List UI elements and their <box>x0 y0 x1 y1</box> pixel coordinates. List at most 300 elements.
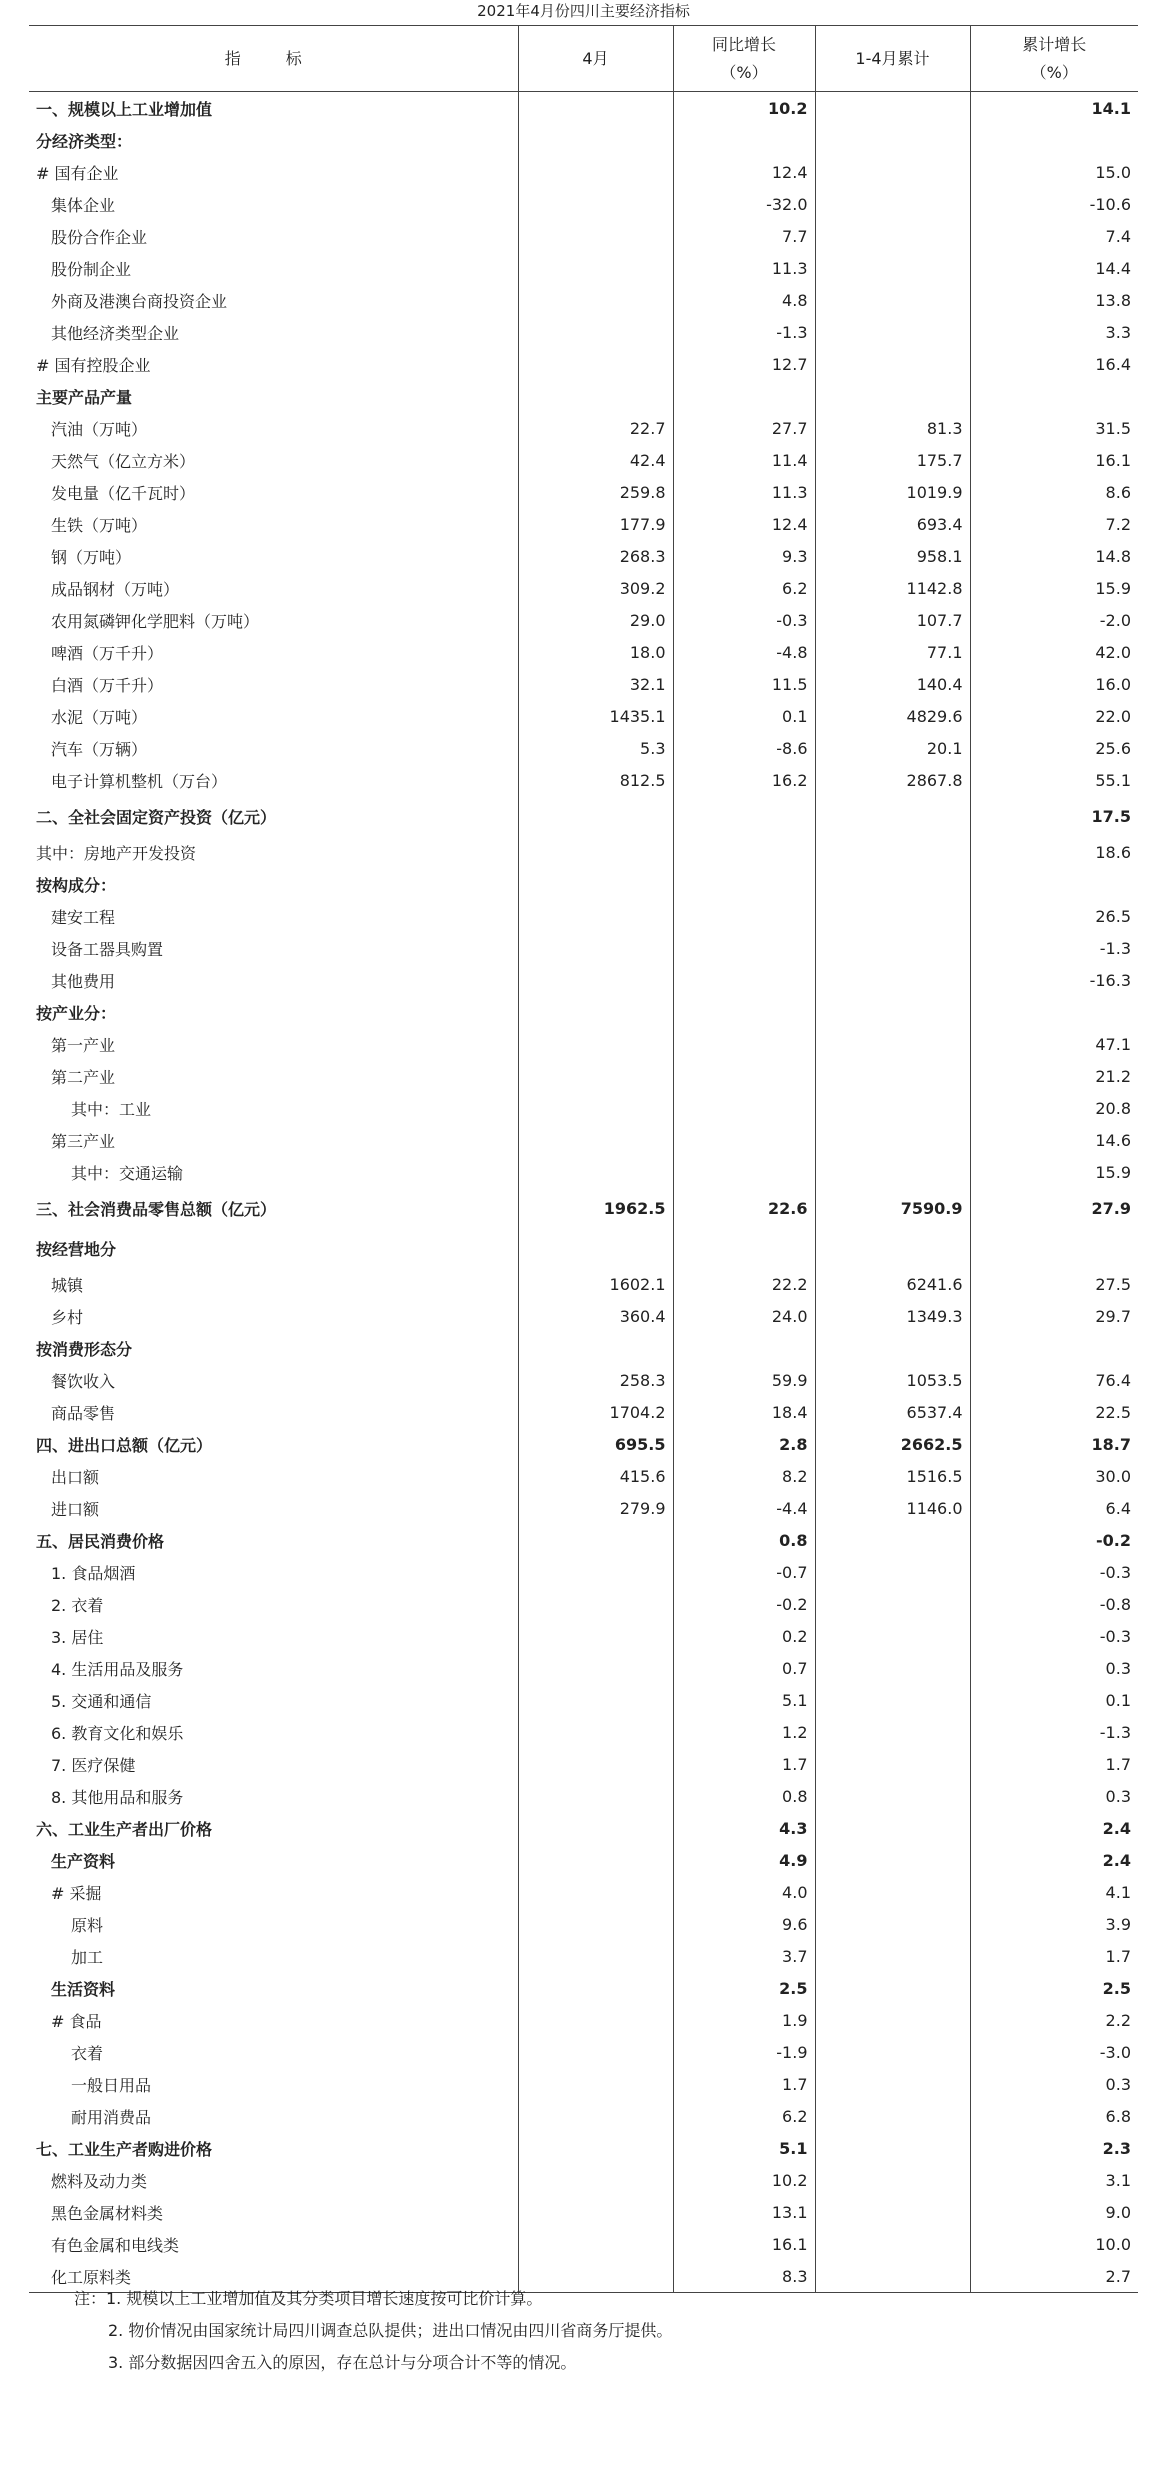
cumulative-value <box>815 1844 970 1876</box>
cumulative-growth-value: 18.6 <box>970 836 1138 868</box>
cumulative-growth-value: 27.5 <box>970 1268 1138 1300</box>
row-label: 其中：交通运输 <box>71 1163 184 1183</box>
row-label: 第三产业 <box>51 1131 116 1151</box>
april-value: 259.8 <box>518 476 673 508</box>
row-label: 天然气（亿立方米） <box>51 451 196 471</box>
row-label: 餐饮收入 <box>51 1371 116 1391</box>
cumulative-value <box>815 996 970 1028</box>
cumulative-value <box>815 900 970 932</box>
cumulative-growth-value: 14.6 <box>970 1124 1138 1156</box>
cumulative-growth-value: 21.2 <box>970 1060 1138 1092</box>
table-row <box>29 284 1138 316</box>
cumulative-value: 1516.5 <box>815 1460 970 1492</box>
row-label: 第一产业 <box>51 1035 116 1055</box>
table-row <box>29 1652 1138 1684</box>
april-value: 1704.2 <box>518 1396 673 1428</box>
cumulative-value <box>815 836 970 868</box>
table-row <box>29 220 1138 252</box>
april-value <box>518 156 673 188</box>
table-row <box>29 1492 1138 1524</box>
cumulative-growth-value <box>970 1228 1138 1268</box>
table-row <box>29 1460 1138 1492</box>
april-value <box>518 1972 673 2004</box>
table-row <box>29 572 1138 604</box>
cumulative-growth-value: 13.8 <box>970 284 1138 316</box>
header-cumulative-growth <box>970 26 1138 92</box>
april-value <box>518 900 673 932</box>
cumulative-value: 693.4 <box>815 508 970 540</box>
table-row <box>29 1588 1138 1620</box>
row-label: 钢（万吨） <box>51 547 132 567</box>
row-label: 生产资料 <box>51 1851 116 1871</box>
cumulative-growth-value <box>970 868 1138 900</box>
cumulative-growth-value: 76.4 <box>970 1364 1138 1396</box>
yoy-value: 22.6 <box>673 1188 815 1228</box>
cumulative-value <box>815 316 970 348</box>
table-row <box>29 188 1138 220</box>
cumulative-growth-value: -16.3 <box>970 964 1138 996</box>
table-row <box>29 380 1138 412</box>
cumulative-value: 2867.8 <box>815 764 970 796</box>
april-value <box>518 1812 673 1844</box>
table-row <box>29 764 1138 796</box>
table-row <box>29 964 1138 996</box>
cumulative-value <box>815 2100 970 2132</box>
table-row <box>29 932 1138 964</box>
cumulative-value <box>815 220 970 252</box>
yoy-value: -32.0 <box>673 188 815 220</box>
april-value: 18.0 <box>518 636 673 668</box>
yoy-value: 12.4 <box>673 156 815 188</box>
cumulative-growth-value: 3.1 <box>970 2164 1138 2196</box>
cumulative-value <box>815 348 970 380</box>
cumulative-value <box>815 284 970 316</box>
table-row <box>29 412 1138 444</box>
table-row <box>29 700 1138 732</box>
row-label: 其中：工业 <box>71 1099 152 1119</box>
april-value <box>518 2068 673 2100</box>
row-label: 六、工业生产者出厂价格 <box>36 1819 213 1839</box>
cumulative-value <box>815 2260 970 2293</box>
header-yoy <box>673 26 815 92</box>
april-value <box>518 836 673 868</box>
april-value: 415.6 <box>518 1460 673 1492</box>
yoy-value <box>673 1332 815 1364</box>
yoy-value: 0.7 <box>673 1652 815 1684</box>
yoy-value <box>673 1092 815 1124</box>
cumulative-value <box>815 2196 970 2228</box>
april-value <box>518 1844 673 1876</box>
april-value <box>518 2164 673 2196</box>
row-label: 乡村 <box>51 1307 84 1327</box>
april-value <box>518 964 673 996</box>
yoy-value: 16.1 <box>673 2228 815 2260</box>
cumulative-value: 1146.0 <box>815 1492 970 1524</box>
table-row <box>29 1556 1138 1588</box>
row-label: 5. 交通和通信 <box>51 1691 152 1711</box>
april-value <box>518 380 673 412</box>
row-label: 7. 医疗保健 <box>51 1755 136 1775</box>
cumulative-growth-value: 16.0 <box>970 668 1138 700</box>
april-value: 309.2 <box>518 572 673 604</box>
cumulative-value <box>815 188 970 220</box>
row-label: 汽油（万吨） <box>51 419 148 439</box>
row-label: 成品钢材（万吨） <box>51 579 180 599</box>
cumulative-value <box>815 1972 970 2004</box>
april-value: 1962.5 <box>518 1188 673 1228</box>
row-label: 股份合作企业 <box>51 227 148 247</box>
header-cumulative: 1-4月累计 <box>815 26 970 92</box>
yoy-value: -1.9 <box>673 2036 815 2068</box>
april-value: 5.3 <box>518 732 673 764</box>
cumulative-value: 107.7 <box>815 604 970 636</box>
yoy-value: 1.7 <box>673 2068 815 2100</box>
cumulative-value <box>815 1588 970 1620</box>
yoy-value: -4.4 <box>673 1492 815 1524</box>
cumulative-value <box>815 1156 970 1188</box>
row-label: 主要产品产量 <box>36 387 133 407</box>
yoy-value: 0.2 <box>673 1620 815 1652</box>
april-value <box>518 996 673 1028</box>
table-row <box>29 156 1138 188</box>
april-value <box>518 316 673 348</box>
cumulative-growth-value: 0.1 <box>970 1684 1138 1716</box>
cumulative-value <box>815 964 970 996</box>
table-row <box>29 1060 1138 1092</box>
yoy-value: 4.8 <box>673 284 815 316</box>
table-row <box>29 868 1138 900</box>
april-value <box>518 2036 673 2068</box>
april-value: 42.4 <box>518 444 673 476</box>
table-row <box>29 996 1138 1028</box>
cumulative-value: 140.4 <box>815 668 970 700</box>
april-value <box>518 1748 673 1780</box>
april-value <box>518 284 673 316</box>
table-row <box>29 124 1138 156</box>
table-row <box>29 252 1138 284</box>
row-label: 二、全社会固定资产投资（亿元） <box>36 807 277 827</box>
yoy-value: 4.9 <box>673 1844 815 1876</box>
table-row <box>29 1228 1138 1268</box>
cumulative-growth-value: 30.0 <box>970 1460 1138 1492</box>
april-value <box>518 2196 673 2228</box>
yoy-value: -4.8 <box>673 636 815 668</box>
cumulative-growth-value: 55.1 <box>970 764 1138 796</box>
row-label: 按产业分： <box>36 1003 117 1023</box>
table-row <box>29 476 1138 508</box>
cumulative-growth-value: 0.3 <box>970 1652 1138 1684</box>
yoy-value: -0.2 <box>673 1588 815 1620</box>
row-label: 进口额 <box>51 1499 100 1519</box>
header-cumulative-growth-unit: （%） <box>1030 62 1078 82</box>
april-value <box>518 1716 673 1748</box>
cumulative-growth-value: 1.7 <box>970 1940 1138 1972</box>
table-row <box>29 1428 1138 1460</box>
cumulative-growth-value: 3.9 <box>970 1908 1138 1940</box>
header-cumulative-growth-label: 累计增长 <box>1022 34 1087 54</box>
cumulative-value <box>815 1060 970 1092</box>
cumulative-value <box>815 2036 970 2068</box>
footnote-2: 2. 物价情况由国家统计局四川调查总队提供；进出口情况由四川省商务厅提供。 <box>108 2321 673 2340</box>
cumulative-growth-value: 8.6 <box>970 476 1138 508</box>
april-value <box>518 1940 673 1972</box>
yoy-value <box>673 964 815 996</box>
yoy-value <box>673 380 815 412</box>
april-value <box>518 348 673 380</box>
row-label: # 国有控股企业 <box>36 355 151 375</box>
cumulative-growth-value: 14.1 <box>970 92 1138 125</box>
yoy-value: 0.8 <box>673 1780 815 1812</box>
yoy-value: 2.5 <box>673 1972 815 2004</box>
cumulative-growth-value: 10.0 <box>970 2228 1138 2260</box>
table-row <box>29 2132 1138 2164</box>
april-value: 695.5 <box>518 1428 673 1460</box>
cumulative-growth-value: 3.3 <box>970 316 1138 348</box>
table-row <box>29 316 1138 348</box>
row-label: 啤酒（万千升） <box>51 643 164 663</box>
april-value: 360.4 <box>518 1300 673 1332</box>
april-value <box>518 1524 673 1556</box>
table-row <box>29 836 1138 868</box>
row-label: 股份制企业 <box>51 259 132 279</box>
row-label: 其他费用 <box>51 971 116 991</box>
table-row <box>29 2196 1138 2228</box>
yoy-value: -8.6 <box>673 732 815 764</box>
table-row <box>29 668 1138 700</box>
yoy-value: 8.2 <box>673 1460 815 1492</box>
row-label: 按构成分： <box>36 875 117 895</box>
yoy-value: 1.9 <box>673 2004 815 2036</box>
table-row <box>29 1908 1138 1940</box>
cumulative-value <box>815 1716 970 1748</box>
row-label: 一般日用品 <box>71 2075 152 2095</box>
cumulative-value <box>815 2228 970 2260</box>
cumulative-growth-value: 2.5 <box>970 1972 1138 2004</box>
table-row <box>29 2068 1138 2100</box>
yoy-value <box>673 996 815 1028</box>
cumulative-growth-value: 2.2 <box>970 2004 1138 2036</box>
april-value <box>518 868 673 900</box>
yoy-value <box>673 124 815 156</box>
row-label: 黑色金属材料类 <box>51 2203 164 2223</box>
yoy-value: 5.1 <box>673 2132 815 2164</box>
yoy-value <box>673 1060 815 1092</box>
yoy-value: 10.2 <box>673 92 815 125</box>
yoy-value: 12.7 <box>673 348 815 380</box>
cumulative-value: 958.1 <box>815 540 970 572</box>
table-row <box>29 1780 1138 1812</box>
cumulative-growth-value: -1.3 <box>970 932 1138 964</box>
april-value: 812.5 <box>518 764 673 796</box>
cumulative-growth-value: 47.1 <box>970 1028 1138 1060</box>
april-value <box>518 1028 673 1060</box>
table-row <box>29 732 1138 764</box>
cumulative-growth-value: -3.0 <box>970 2036 1138 2068</box>
row-label: 按消费形态分 <box>36 1339 133 1359</box>
row-label: 6. 教育文化和娱乐 <box>51 1723 184 1743</box>
cumulative-value: 6241.6 <box>815 1268 970 1300</box>
april-value <box>518 1908 673 1940</box>
cumulative-value: 4829.6 <box>815 700 970 732</box>
table-row <box>29 1524 1138 1556</box>
footnote-1: 注：1. 规模以上工业增加值及其分类项目增长速度按可比价计算。 <box>74 2289 543 2308</box>
row-label: 设备工器具购置 <box>51 939 164 959</box>
cumulative-growth-value: -2.0 <box>970 604 1138 636</box>
april-value <box>518 92 673 125</box>
table-row <box>29 1156 1138 1188</box>
yoy-value: 0.8 <box>673 1524 815 1556</box>
yoy-value: -0.3 <box>673 604 815 636</box>
row-label: 化工原料类 <box>29 2260 518 2293</box>
cumulative-value <box>815 1876 970 1908</box>
cumulative-growth-value: 16.1 <box>970 444 1138 476</box>
row-label: 发电量（亿千瓦时） <box>51 483 196 503</box>
table-row <box>29 1876 1138 1908</box>
cumulative-growth-value: 15.0 <box>970 156 1138 188</box>
cumulative-growth-value: -0.3 <box>970 1620 1138 1652</box>
cumulative-growth-value: 42.0 <box>970 636 1138 668</box>
cumulative-value: 1142.8 <box>815 572 970 604</box>
cumulative-growth-value: 31.5 <box>970 412 1138 444</box>
row-label: 原料 <box>71 1915 104 1935</box>
cumulative-growth-value <box>970 380 1138 412</box>
yoy-value: 6.2 <box>673 2100 815 2132</box>
row-label: 生活资料 <box>51 1979 116 1999</box>
cumulative-growth-value: 9.0 <box>970 2196 1138 2228</box>
cumulative-growth-value: 29.7 <box>970 1300 1138 1332</box>
table-row <box>29 1396 1138 1428</box>
cumulative-growth-value: 0.3 <box>970 1780 1138 1812</box>
row-label: 白酒（万千升） <box>51 675 164 695</box>
table-row <box>29 92 1138 125</box>
yoy-value <box>673 1028 815 1060</box>
table-row <box>29 1300 1138 1332</box>
april-value: 177.9 <box>518 508 673 540</box>
cumulative-value: 2662.5 <box>815 1428 970 1460</box>
cumulative-growth-value: 2.7 <box>970 2260 1138 2293</box>
row-label: # 采掘 <box>51 1883 102 1903</box>
row-label: 3. 居住 <box>51 1627 104 1647</box>
cumulative-value <box>815 1812 970 1844</box>
yoy-value: 0.1 <box>673 700 815 732</box>
cumulative-value <box>815 1524 970 1556</box>
cumulative-growth-value: 2.4 <box>970 1844 1138 1876</box>
april-value: 1602.1 <box>518 1268 673 1300</box>
row-label: 加工 <box>71 1947 104 1967</box>
row-label: 8. 其他用品和服务 <box>51 1787 184 1807</box>
cumulative-value <box>815 796 970 836</box>
row-label: 第二产业 <box>51 1067 116 1087</box>
table-row <box>29 1684 1138 1716</box>
cumulative-value <box>815 1620 970 1652</box>
table-row <box>29 1972 1138 2004</box>
april-value <box>518 124 673 156</box>
yoy-value: 24.0 <box>673 1300 815 1332</box>
table-row <box>29 444 1138 476</box>
cumulative-value: 77.1 <box>815 636 970 668</box>
cumulative-growth-value: 7.4 <box>970 220 1138 252</box>
cumulative-value: 6537.4 <box>815 1396 970 1428</box>
april-value <box>518 1652 673 1684</box>
cumulative-value: 7590.9 <box>815 1188 970 1228</box>
row-label: 农用氮磷钾化学肥料（万吨） <box>51 611 260 631</box>
cumulative-value: 1053.5 <box>815 1364 970 1396</box>
row-label: 衣着 <box>71 2043 104 2063</box>
header-yoy-unit: （%） <box>720 62 768 82</box>
table-row <box>29 2100 1138 2132</box>
cumulative-growth-value: 2.4 <box>970 1812 1138 1844</box>
cumulative-value <box>815 2164 970 2196</box>
header-indicator: 指 标 <box>29 26 518 92</box>
row-label: 其他经济类型企业 <box>51 323 180 343</box>
yoy-value: 11.3 <box>673 476 815 508</box>
yoy-value: -0.7 <box>673 1556 815 1588</box>
yoy-value: 1.7 <box>673 1748 815 1780</box>
row-label: 出口额 <box>51 1467 100 1487</box>
table-row <box>29 900 1138 932</box>
april-value: 258.3 <box>518 1364 673 1396</box>
april-value: 279.9 <box>518 1492 673 1524</box>
yoy-value <box>673 932 815 964</box>
cumulative-growth-value: 7.2 <box>970 508 1138 540</box>
april-value <box>518 2100 673 2132</box>
april-value <box>518 796 673 836</box>
april-value <box>518 252 673 284</box>
table-row <box>29 1364 1138 1396</box>
row-label: 生铁（万吨） <box>51 515 148 535</box>
cumulative-growth-value: -0.2 <box>970 1524 1138 1556</box>
cumulative-value <box>815 1908 970 1940</box>
yoy-value: 9.3 <box>673 540 815 572</box>
yoy-value: 22.2 <box>673 1268 815 1300</box>
cumulative-growth-value <box>970 124 1138 156</box>
economic-indicators-table <box>29 25 1138 2293</box>
row-label: 2. 衣着 <box>51 1595 104 1615</box>
table-row <box>29 508 1138 540</box>
yoy-value: 27.7 <box>673 412 815 444</box>
cumulative-growth-value: -10.6 <box>970 188 1138 220</box>
table-row <box>29 1332 1138 1364</box>
row-label: 集体企业 <box>51 195 116 215</box>
yoy-value: 10.2 <box>673 2164 815 2196</box>
cumulative-value <box>815 1652 970 1684</box>
cumulative-value: 175.7 <box>815 444 970 476</box>
cumulative-growth-value: 16.4 <box>970 348 1138 380</box>
april-value <box>518 1092 673 1124</box>
header-yoy-label: 同比增长 <box>711 34 776 54</box>
cumulative-growth-value: 25.6 <box>970 732 1138 764</box>
yoy-value <box>673 796 815 836</box>
table-row <box>29 1188 1138 1228</box>
cumulative-growth-value: -0.8 <box>970 1588 1138 1620</box>
april-value <box>518 1060 673 1092</box>
cumulative-value <box>815 92 970 125</box>
yoy-value: 16.2 <box>673 764 815 796</box>
april-value <box>518 2132 673 2164</box>
april-value <box>518 2228 673 2260</box>
table-row <box>29 2164 1138 2196</box>
april-value <box>518 1228 673 1268</box>
table-row <box>29 1844 1138 1876</box>
row-label: 一、规模以上工业增加值 <box>36 99 213 119</box>
table-row <box>29 1268 1138 1300</box>
row-label: # 国有企业 <box>36 163 119 183</box>
yoy-value: 4.0 <box>673 1876 815 1908</box>
yoy-value: 4.3 <box>673 1812 815 1844</box>
row-label: 4. 生活用品及服务 <box>51 1659 184 1679</box>
cumulative-value <box>815 1332 970 1364</box>
row-label: 水泥（万吨） <box>51 707 148 727</box>
